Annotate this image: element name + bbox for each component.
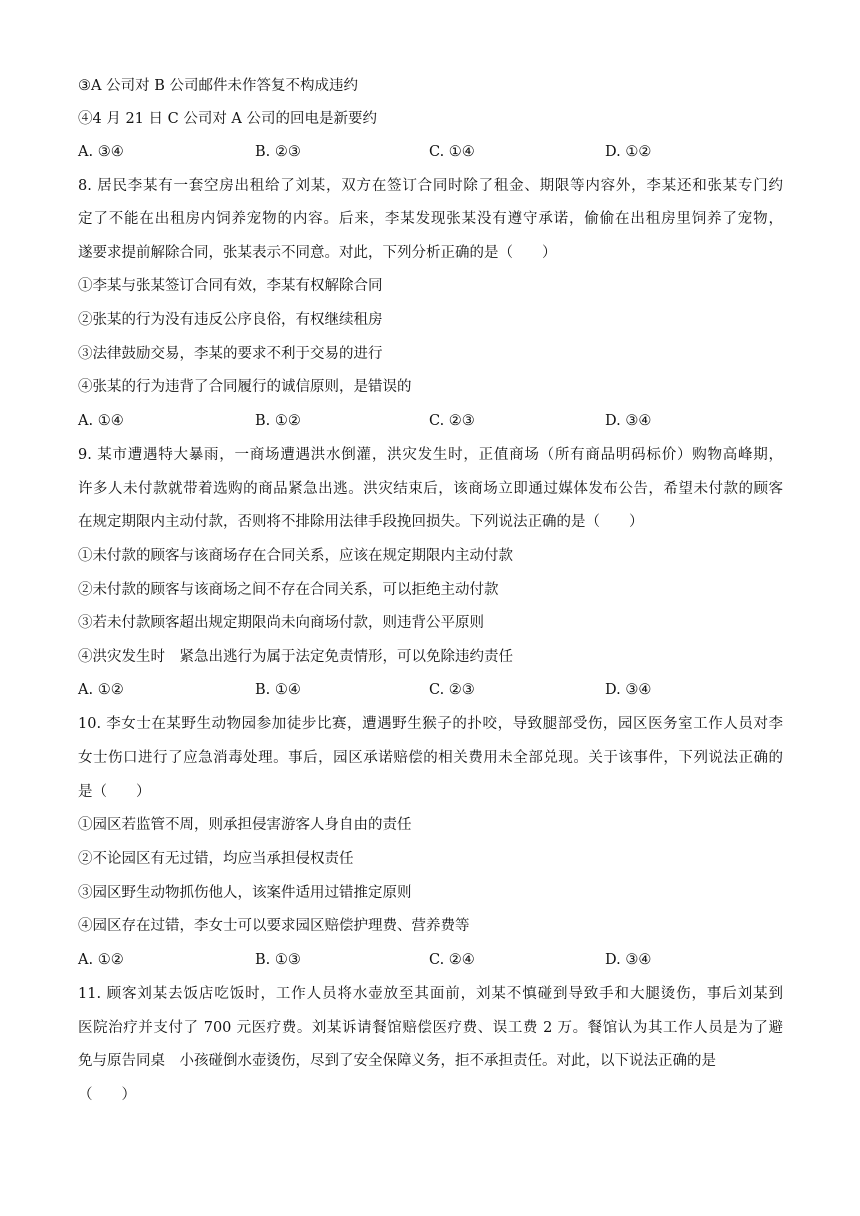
q11-stem-line-4: （ ） <box>78 1087 136 1103</box>
q10-statement-3: ③园区野生动物抓伤他人，该案件适用过错推定原则 <box>78 885 412 901</box>
q7-option-d[interactable]: D. ①② <box>605 144 652 160</box>
q9-stem-line-1: 9. 某市遭遇特大暴雨，一商场遭遇洪水倒灌，洪灾发生时，正值商场（所有商品明码标价）购物高峰期， <box>78 447 783 463</box>
q10-stem-line-2: 女士伤口进行了应急消毒处理。事后，园区承诺赔偿的相关费用未全部兑现。关于该事件，下列说法正确的 <box>78 750 783 766</box>
q8-statement-1: ①李某与张某签订合同有效，李某有权解除合同 <box>78 278 383 294</box>
q10-stem-line-3: 是（ ） <box>78 784 151 800</box>
q7-statement-4: ④4 月 21 日 C 公司对 A 公司的回电是新要约 <box>78 111 378 127</box>
q9-statement-3: ③若未付款顾客超出规定期限尚未向商场付款，则违背公平原则 <box>78 615 484 631</box>
q10-option-a[interactable]: A. ①② <box>78 952 124 968</box>
q10-statement-4: ④园区存在过错，李女士可以要求园区赔偿护理费、营养费等 <box>78 918 470 934</box>
q8-option-d[interactable]: D. ③④ <box>605 413 652 429</box>
q7-option-b[interactable]: B. ②③ <box>255 144 301 160</box>
q8-options <box>78 411 783 431</box>
q10-option-b[interactable]: B. ①③ <box>255 952 301 968</box>
q8-stem-line-3: 遂要求提前解除合同，张某表示不同意。对此，下列分析正确的是（ ） <box>78 245 557 261</box>
q10-statement-2: ②不论园区有无过错，均应当承担侵权责任 <box>78 851 354 867</box>
q10-statement-1: ①园区若监管不周，则承担侵害游客人身自由的责任 <box>78 817 412 833</box>
q10-option-d[interactable]: D. ③④ <box>605 952 652 968</box>
q11-stem-line-1: 11. 顾客刘某去饭店吃饭时，工作人员将水壶放至其面前，刘某不慎碰到导致手和大腿烫伤，事后刘某到 <box>78 986 783 1002</box>
q8-option-a[interactable]: A. ①④ <box>78 413 124 429</box>
q10-stem-line-1: 10. 李女士在某野生动物园参加徒步比赛，遭遇野生猴子的扑咬，导致腿部受伤，园区医务室工作人员对李 <box>78 716 783 732</box>
q9-option-d[interactable]: D. ③④ <box>605 682 652 698</box>
q7-statement-3: ③A 公司对 B 公司邮件未作答复不构成违约 <box>78 78 358 94</box>
q10-option-c[interactable]: C. ②④ <box>429 952 475 968</box>
q7-option-c[interactable]: C. ①④ <box>429 144 475 160</box>
q7-option-a[interactable]: A. ③④ <box>78 144 124 160</box>
q9-option-c[interactable]: C. ②③ <box>429 682 475 698</box>
q9-statement-2: ②未付款的顾客与该商场之间不存在合同关系，可以拒绝主动付款 <box>78 582 499 598</box>
q8-stem-line-2: 定了不能在出租房内饲养宠物的内容。后来，李某发现张某没有遵守承诺，偷偷在出租房里饲养了宠物， <box>78 211 783 227</box>
q9-stem-line-3: 在规定期限内主动付款，否则将不排除用法律手段挽回损失。下列说法正确的是（ ） <box>78 514 644 530</box>
q11-stem-line-2: 医院治疗并支付了 700 元医疗费。刘某诉请餐馆赔偿医疗费、误工费 2 万。餐馆认为其工作人员是为了避 <box>78 1020 783 1036</box>
q8-statement-3: ③法律鼓励交易，李某的要求不利于交易的进行 <box>78 346 383 362</box>
q8-statement-2: ②张某的行为没有违反公序良俗，有权继续租房 <box>78 312 383 328</box>
q7-options <box>78 142 783 162</box>
q9-statement-4: ④洪灾发生时 紧急出逃行为属于法定免责情形，可以免除违约责任 <box>78 649 513 665</box>
q9-option-a[interactable]: A. ①② <box>78 682 124 698</box>
q9-options <box>78 680 783 700</box>
q9-option-b[interactable]: B. ①④ <box>255 682 301 698</box>
q9-stem-line-2: 许多人未付款就带着选购的商品紧急出逃。洪灾结束后，该商场立即通过媒体发布公告，希望未付款的顾客 <box>78 481 783 497</box>
q9-statement-1: ①未付款的顾客与该商场存在合同关系，应该在规定期限内主动付款 <box>78 548 513 564</box>
q11-stem-line-3: 免与原告同桌 小孩碰倒水壶烫伤，尽到了安全保障义务，拒不承担责任。对此，以下说法正确的是 <box>78 1053 716 1069</box>
q8-option-c[interactable]: C. ②③ <box>429 413 475 429</box>
q10-options <box>78 950 783 970</box>
q8-stem-line-1: 8. 居民李某有一套空房出租给了刘某，双方在签订合同时除了租金、期限等内容外，李某还和张某专门约 <box>78 178 783 194</box>
q8-option-b[interactable]: B. ①② <box>255 413 301 429</box>
q8-statement-4: ④张某的行为违背了合同履行的诚信原则，是错误的 <box>78 379 412 395</box>
